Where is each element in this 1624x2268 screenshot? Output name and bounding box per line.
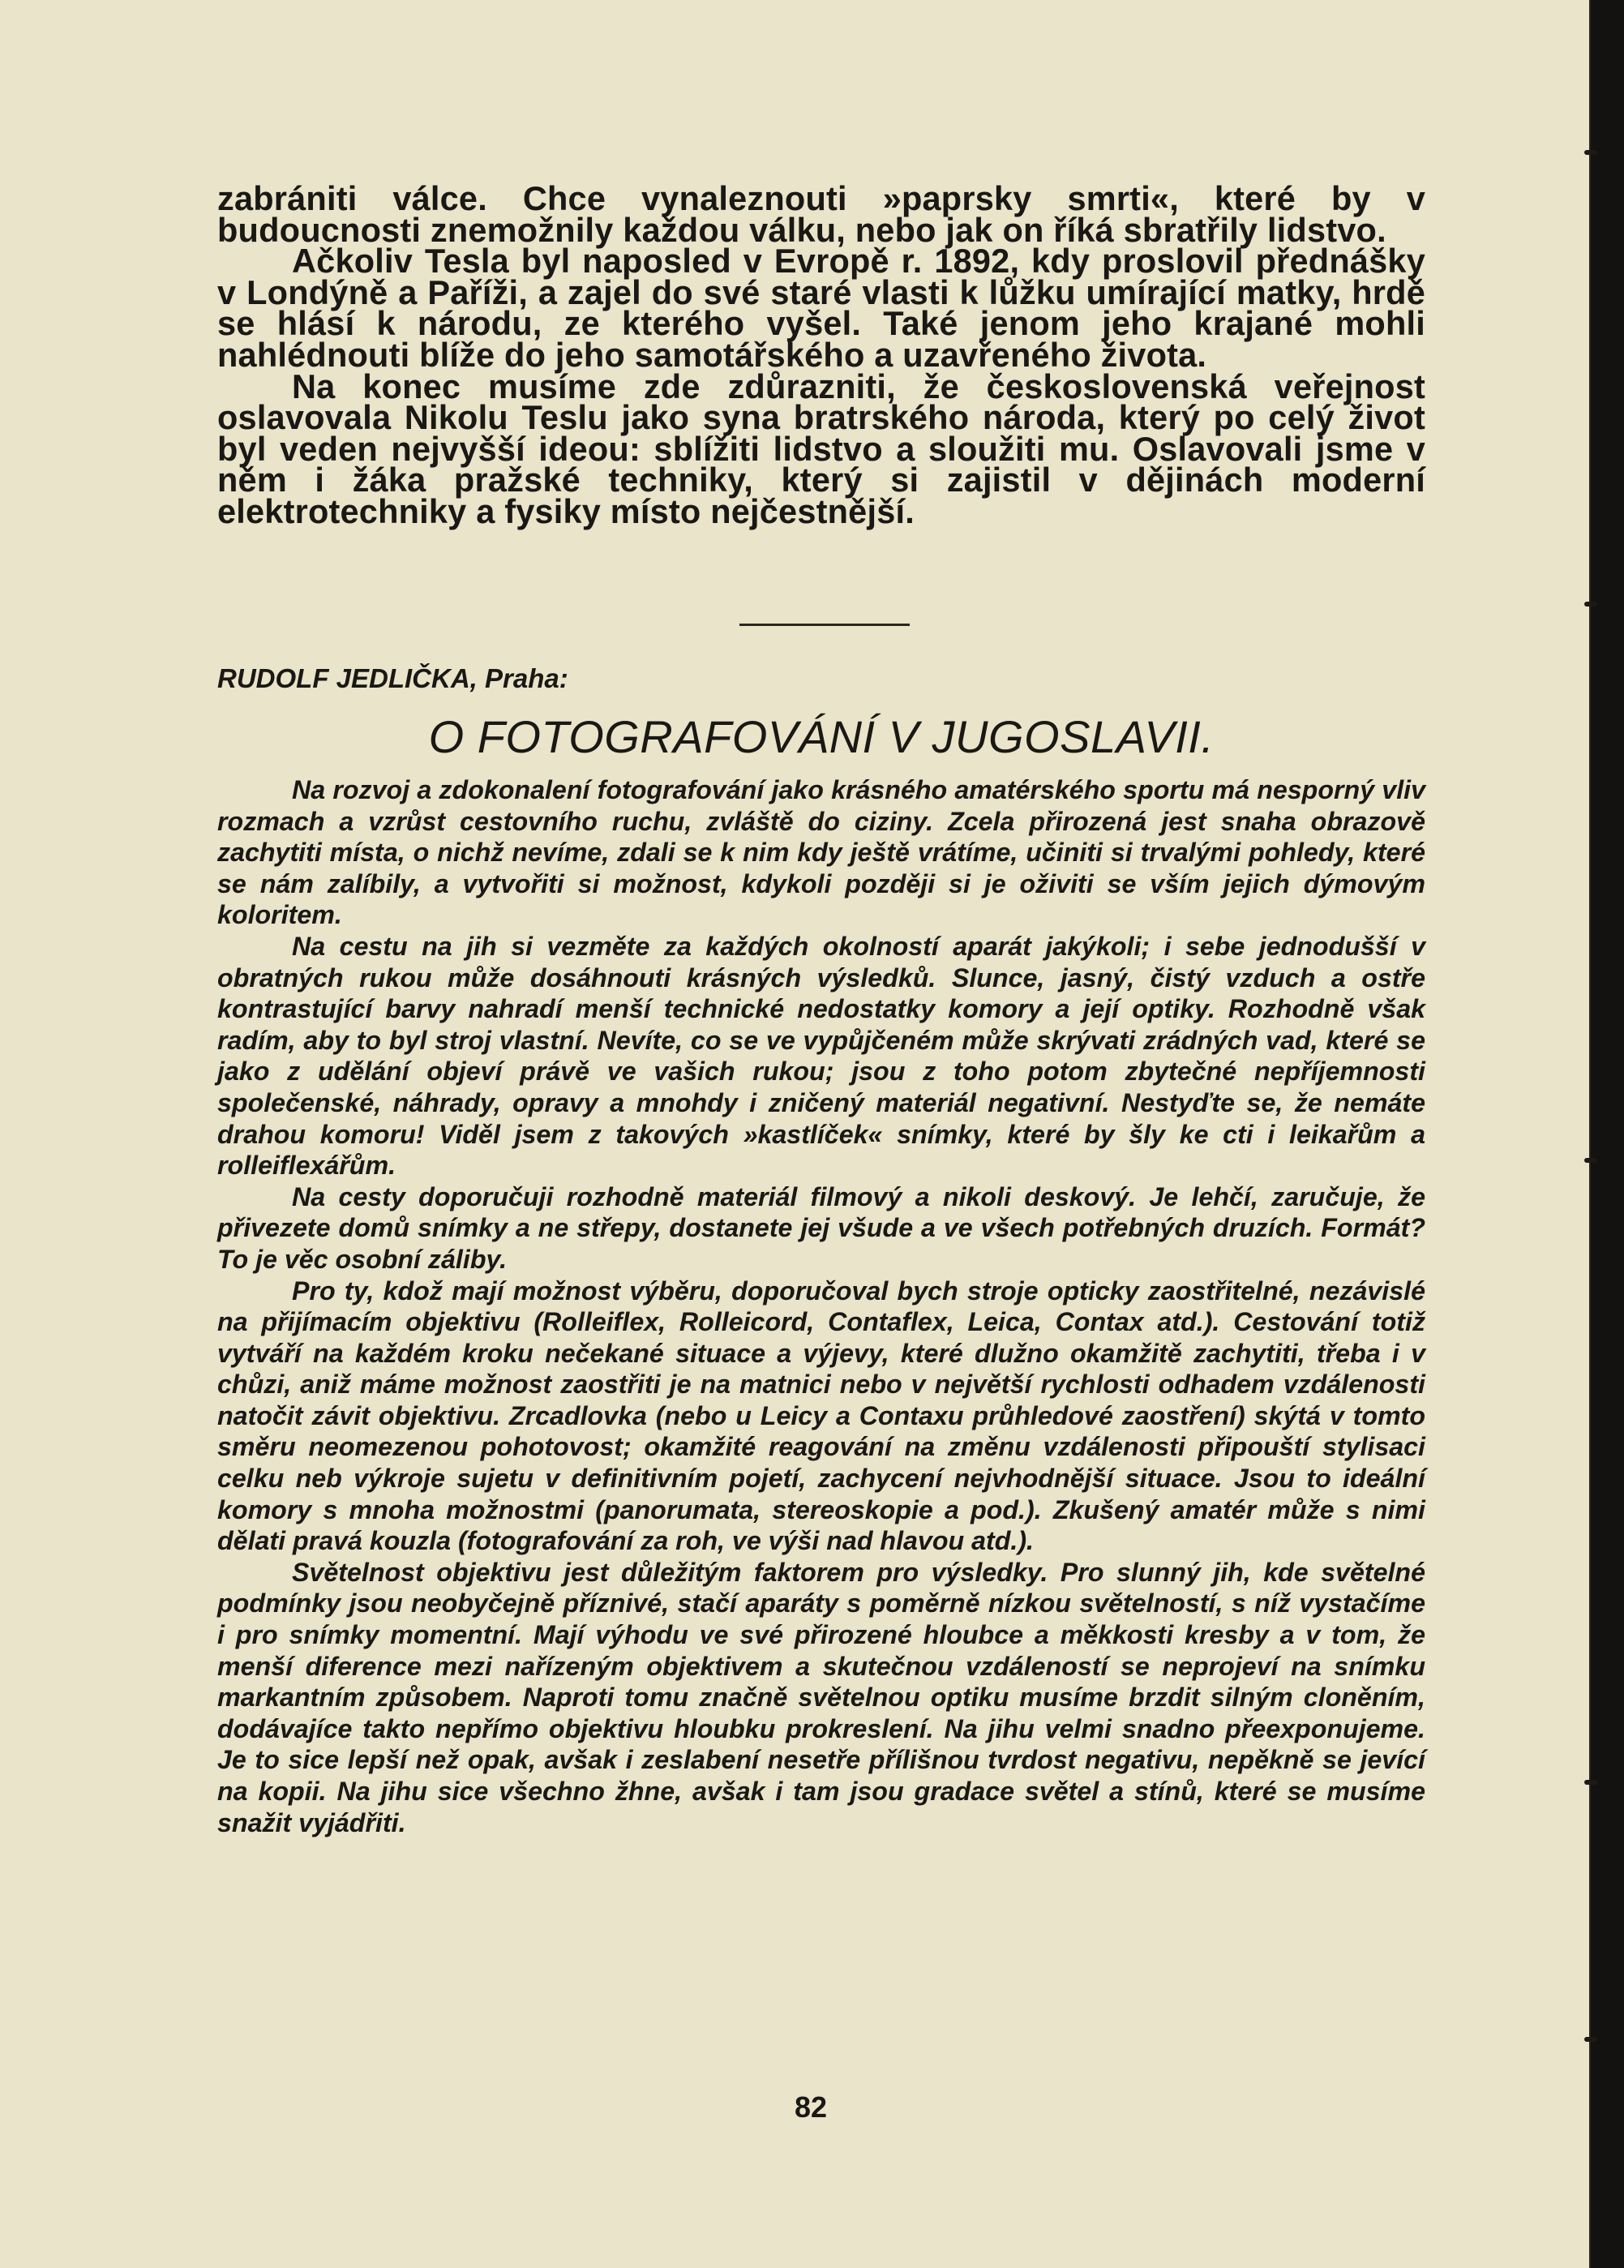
page-number: 82 bbox=[795, 2090, 828, 2124]
binding-mark bbox=[1584, 1158, 1597, 1163]
section-divider bbox=[739, 624, 910, 626]
binding-mark bbox=[1584, 150, 1597, 155]
paragraph: Na cesty doporučuji rozhodně materiál filmový a nikoli deskový. Je lehčí, zaručuje, že přivezete domů snímky a ne střepy, dostanete jej všude a ve všech potřebných druzích. Formát? To je věc osobní záliby. bbox=[217, 1181, 1425, 1274]
paragraph: Na rozvoj a zdokonalení fotografování jako krásného amatérského sportu má nesporný vliv rozmach a vzrůst cestovního ruchu, zvláště do ciziny. Zcela přirozená jest snaha obrazově zachytiti místa, o nichž nevíme, zdali se k nim kdy ještě vrátíme, učiniti si trvalými pohledy, které se nám zalíbily, a vytvořiti si možnost, kdykoli později si je oživiti se vším jejich dýmovým koloritem. bbox=[217, 775, 1425, 930]
paragraph: Světelnost objektivu jest důležitým faktorem pro výsledky. Pro slunný jih, kde světelné podmínky jsou neobyčejně příznivé, stačí aparáty s poměrně nízkou světelností, s níž vystačíme i pro snímky momentní. Mají výhodu ve své přirozené hloubce a měkkosti kresby a v tom, že menší diference mezi nařízeným objektivem a skutečnou vzdáleností se neprojeví na snímku markantním způsobem. Naproti tomu značně světelnou optiku musíme brzdit silným cloněním, dodávajíce takto nepřímo objektivu hloubku prokreslení. Na jihu velmi snadno přeexponujeme. Je to sice lepší než opak, avšak i zeslabení nesetře přílišnou tvrdost negativu, nepěkně se jevící na kopii. Na jihu sice všechno žhne, avšak i tam jsou gradace světel a stínů, které se musíme snažit vyjádřiti. bbox=[217, 1557, 1425, 1837]
paragraph: zabrániti válce. Chce vynaleznouti »paprsky smrti«, které by v budoucnosti znemožnily každou válku, nebo jak on říká sbratřily lidstvo. bbox=[217, 179, 1425, 249]
article-author: RUDOLF JEDLIČKA, Praha: bbox=[217, 663, 568, 693]
paragraph: Ačkoliv Tesla byl naposled v Evropě r. 1892, kdy proslovil přednášky v Londýně a Paříži, a zajel do své staré vlasti k lůžku umírající matky, hrdě se hlásí k národu, ze kterého vyšel. Také jenom jeho krajané mohli nahlédnouti blíže do jeho samotářského a uzavřeného života. bbox=[217, 242, 1425, 374]
binding-mark bbox=[1584, 1780, 1597, 1785]
paragraph: Na konec musíme zde zdůrazniti, že československá veřejnost oslavovala Nikolu Teslu jako syna bratrského národa, který po celý život byl veden nejvyšší ideou: sblížiti lidstvo a sloužiti mu. Oslavovali jsme v něm i žáka pražské techniky, který si zajistil v dějinách moderní elektrotechniky a fysiky místo nejčestnější. bbox=[217, 367, 1425, 530]
binding-mark bbox=[1584, 602, 1597, 607]
article-title: O FOTOGRAFOVÁNÍ V JUGOSLAVII. bbox=[428, 711, 1215, 762]
binding-mark bbox=[1584, 2037, 1597, 2042]
paragraph: Pro ty, kdož mají možnost výběru, doporučoval bych stroje opticky zaostřitelné, nezávislé na přijímacím objektivu (Rolleiflex, Rolleicord, Contaflex, Leica, Contax atd.). Cestování totiž vytváří na každém kroku nečekané situace a výjevy, které dlužno okamžitě zachytiti, třeba i v chůzi, aniž máme možnost zaostřiti je na matnici nebo v největší rychlosti odhadem vzdálenosti natočit závit objektivu. Zrcadlovka (nebo u Leicy a Contaxu průhledové zaostření) skýtá v tomto směru neomezenou pohotovost; okamžité reagování na změnu vzdálenosti připouští stylisaci celku neb výkroje sujetu v definitivním pojetí, zachycení nejvhodnější situace. Jsou to ideální komory s mnoha možnostmi (panorumata, stereoskopie a pod.). Zkušený amatér může s nimi dělati pravá kouzla (fotografování za roh, ve výši nad hlavou atd.). bbox=[217, 1275, 1425, 1556]
scan-dark-border bbox=[1591, 0, 1624, 2268]
paragraph: Na cestu na jih si vezměte za každých okolností aparát jakýkoli; i sebe jednodušší v obratných rukou může dosáhnouti krásných výsledků. Slunce, jasný, čistý vzduch a ostře kontrastující barvy nahradí menší technické nedostatky komory a její optiky. Rozhodně však radím, aby to byl stroj vlastní. Nevíte, co se ve vypůjčeném může skrývati zrádných vad, které se jako z udělání objeví právě ve vašich rukou; jsou z toho potom zbytečné nepříjemnosti společenské, náhrady, opravy a mnohdy i zničený materiál negativní. Nestyďte se, že nemáte drahou komoru! Viděl jsem z takových »kastlíček« snímky, které by šly ke cti i leikařům a rolleiflexářům. bbox=[217, 931, 1425, 1181]
article-body bbox=[217, 774, 1425, 1838]
previous-article-ending bbox=[217, 179, 1425, 530]
